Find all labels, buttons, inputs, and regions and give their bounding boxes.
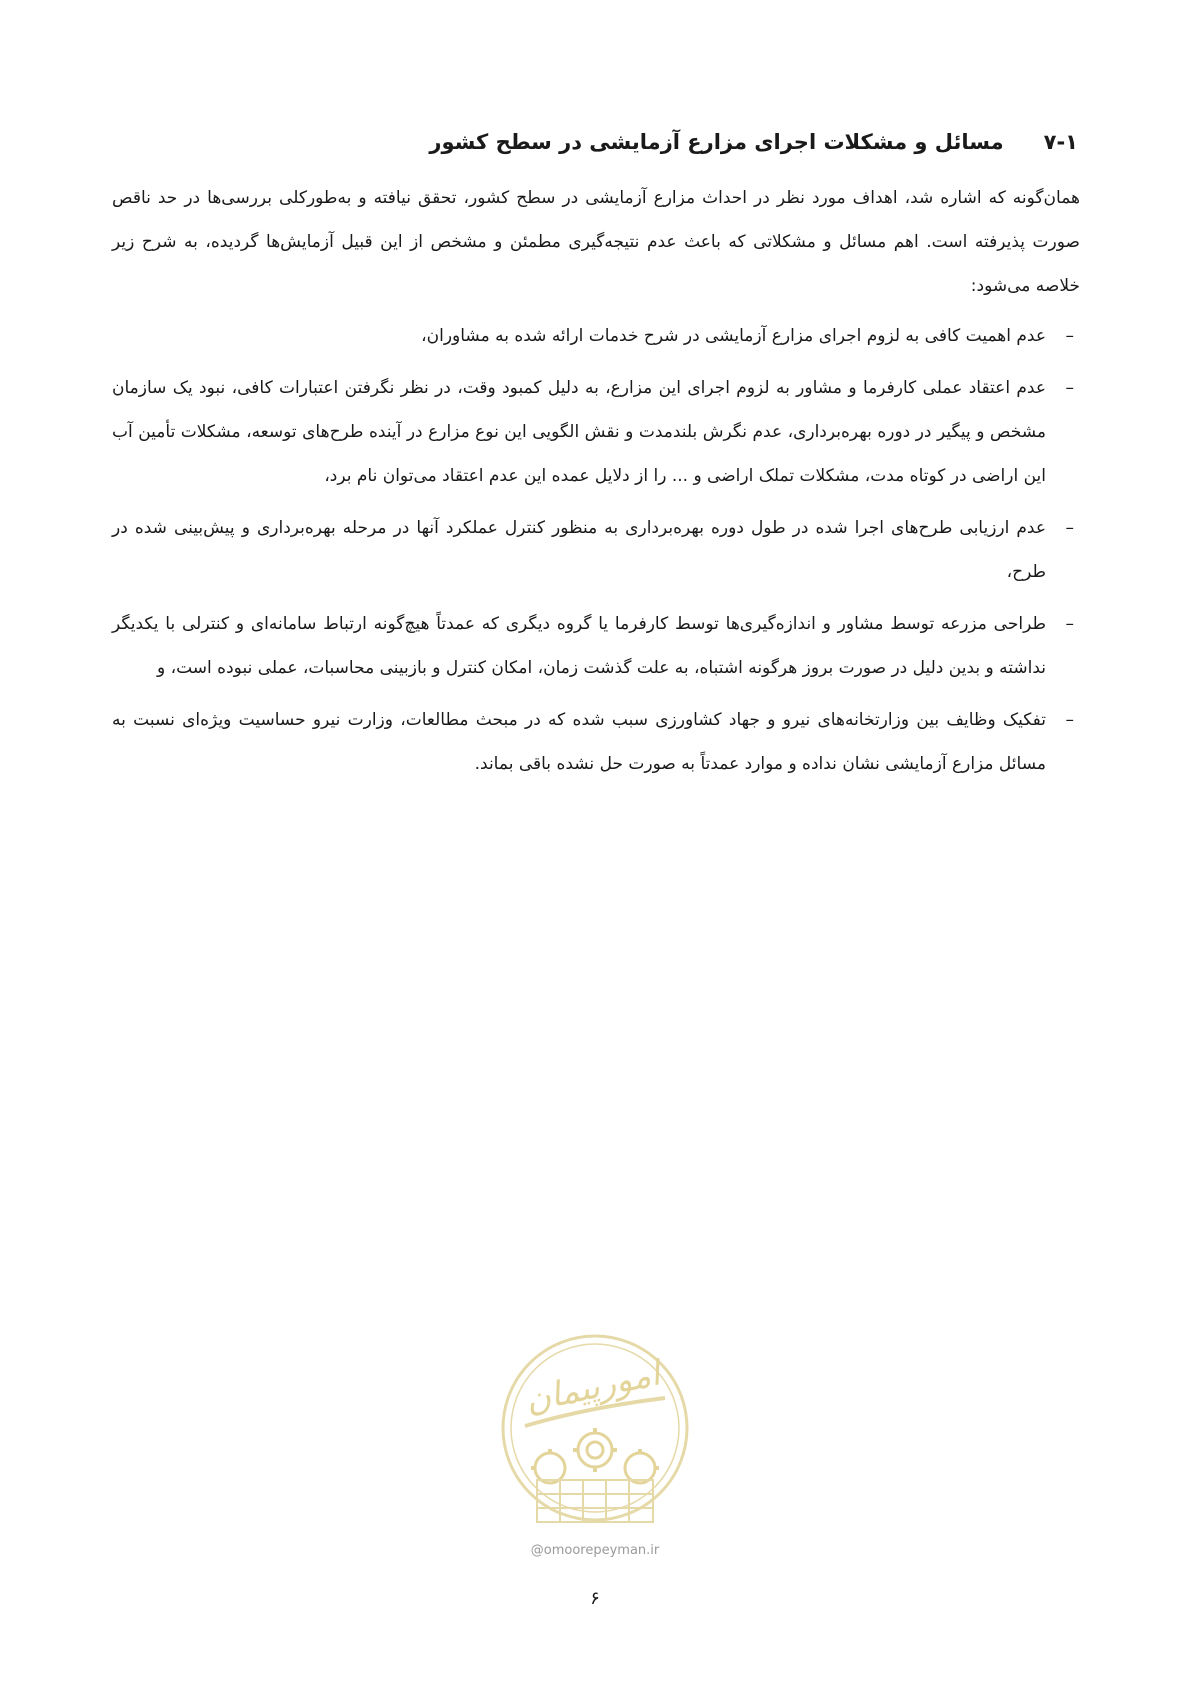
section-heading [112,122,1078,162]
list-item [112,698,1080,786]
logo-watermark-icon [495,1328,695,1568]
list-item-text: تفکیک وظایف بین وزارتخانه‌های نیرو و جهاد کشاورزی سبب شده که در مبحث مطالعات، وزارت نیرو حساسیت ویژه‌ای نسبت به مسائل مزارع آزمایشی نشان نداده و موارد عمدتاً به صورت حل نشده باقی بماند. [112,710,1046,774]
list-item-text: عدم اعتقاد عملی کارفرما و مشاور به لزوم اجرای این مزارع، به دلیل کمبود وقت، در نظر نگرفتن اعتبارات کافی، نبود یک سازمان مشخص و پیگیر در دوره بهره‌برداری، عدم نگرش بلندمدت و نقش الگویی این نوع مزارع در آینده طرح‌های توسعه، مشکلات تأمین آب این اراضی در کوتاه مدت، مشکلات تملک اراضی و ... را از دلایل عمده این عدم اعتقاد می‌توان نام برد، [112,378,1046,486]
list-item [112,506,1080,594]
bullet-dash: – [1065,378,1074,398]
list-item-text: عدم ارزیابی طرح‌های اجرا شده در طول دوره بهره‌برداری به منظور کنترل عملکرد آنها در مرحله بهره‌برداری و پیش‌بینی شده در طرح، [112,518,1046,582]
section-title: مسائل و مشکلات اجرای مزارع آزمایشی در سطح کشور [429,130,1004,154]
list-item [112,366,1080,498]
page-number: ۶ [590,1588,600,1609]
logo-text: امورپیمان [521,1353,664,1421]
list-item [112,602,1080,690]
watermark-url: @omoorepeyman.ir [530,1543,660,1558]
issues-list [112,314,1080,786]
list-item-text: عدم اهمیت کافی به لزوم اجرای مزارع آزمایشی در شرح خدمات ارائه شده به مشاوران، [421,326,1046,346]
bullet-dash: – [1065,518,1074,538]
bullet-dash: – [1065,710,1074,730]
section-number: ۷-۱ [1043,130,1078,154]
list-item [112,314,1080,358]
list-item-text: طراحی مزرعه توسط مشاور و اندازه‌گیری‌ها توسط کارفرما یا گروه دیگری که عمدتاً هیچ‌گونه ارتباط سامانه‌ای و کنترلی با یکدیگر نداشته و بدین دلیل در صورت بروز هرگونه اشتباه، به علت گذشت زمان، امکان کنترل و بازبینی محاسبات، عملی نبوده است، و [112,614,1046,678]
intro-paragraph: همان‌گونه که اشاره شد، اهداف مورد نظر در احداث مزارع آزمایشی در سطح کشور، تحقق نیافته و به‌طورکلی بررسی‌ها در حد ناقص صورت پذیرفته است. اهم مسائل و مشکلاتی که باعث عدم نتیجه‌گیری مطمئن و مشخص از این قبیل آزمایش‌ها گردیده، به شرح زیر خلاصه می‌شود: [112,188,1080,296]
main-content [112,122,1080,794]
bullet-dash: – [1065,326,1074,346]
bullet-dash: – [1065,614,1074,634]
